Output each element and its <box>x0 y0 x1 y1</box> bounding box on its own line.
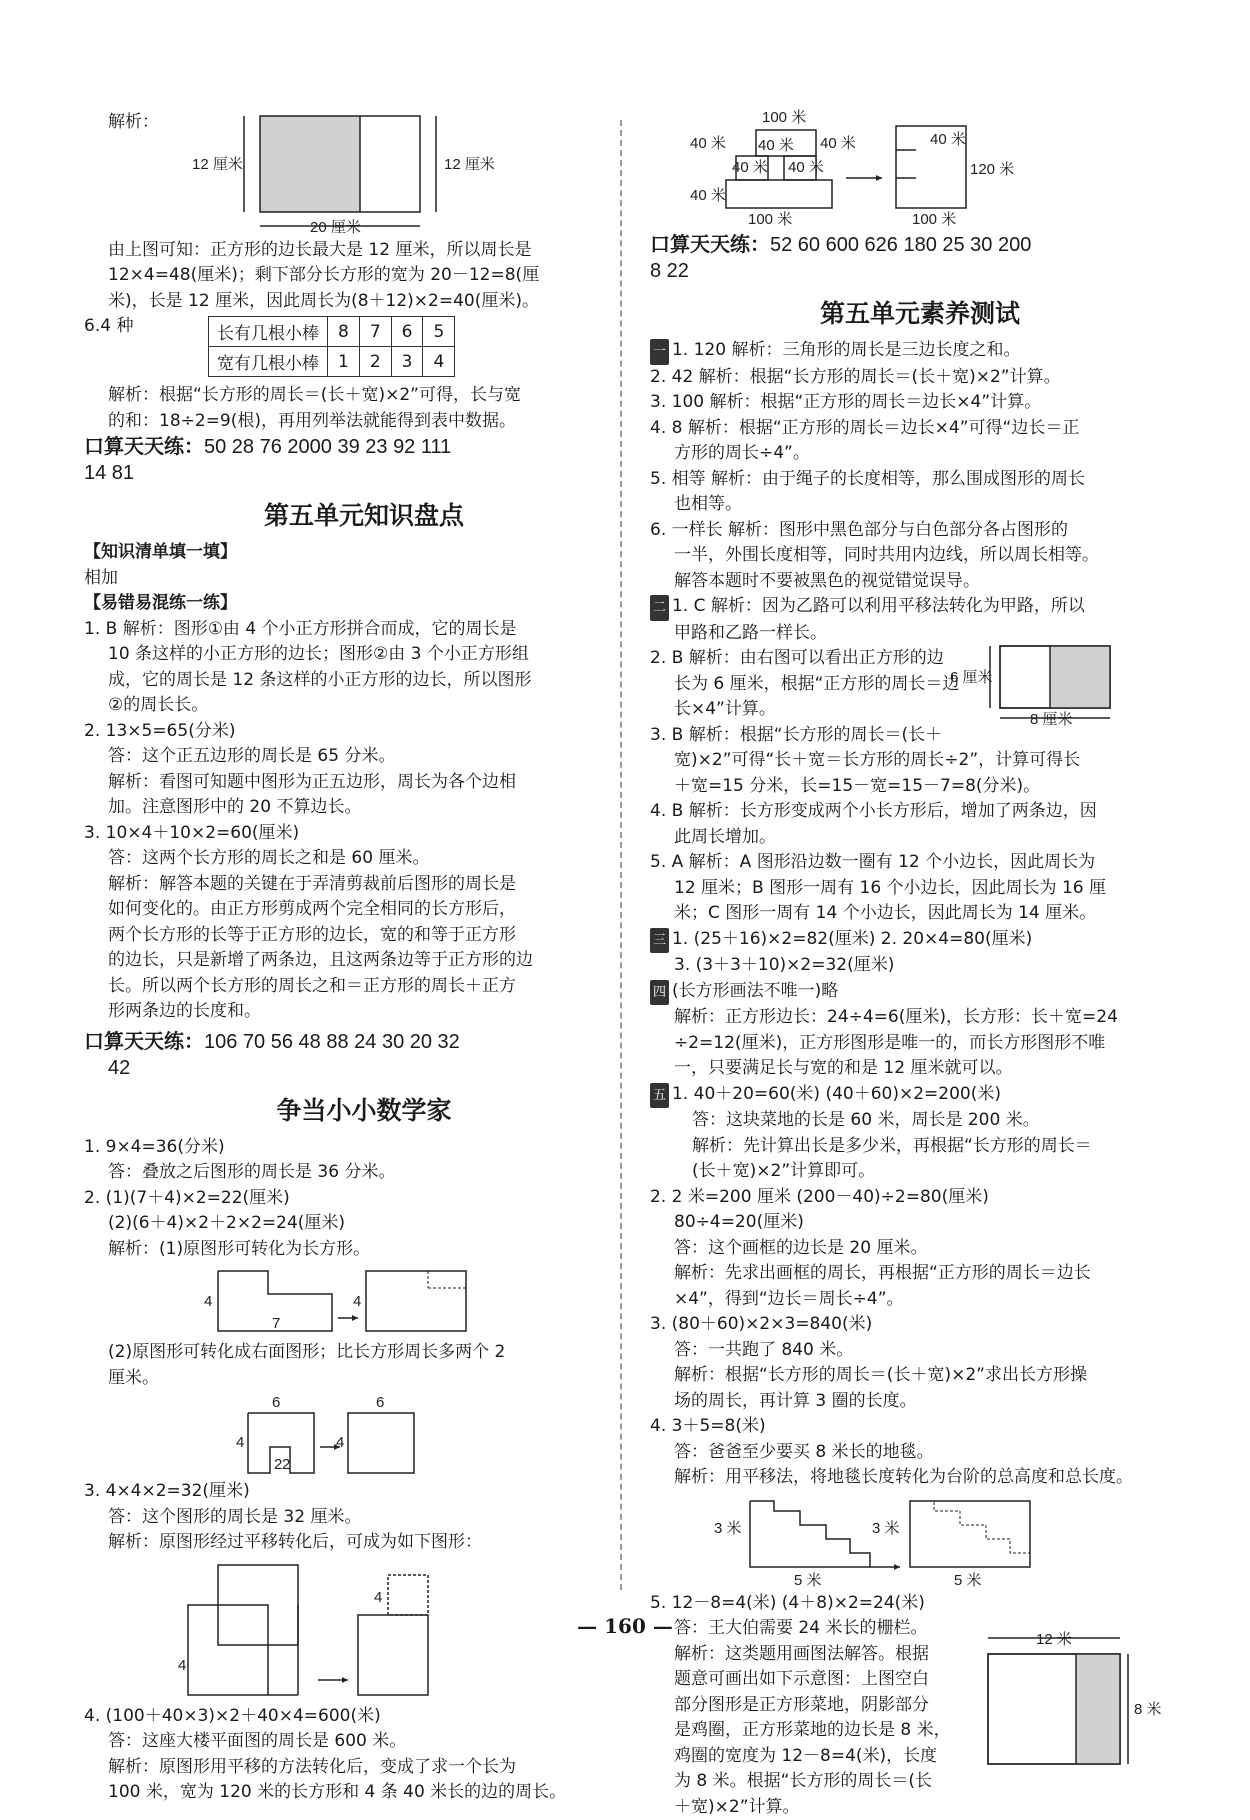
section-title-test: 第五单元素养测试 <box>650 294 1190 330</box>
dim-l4: 40 米 <box>732 159 768 176</box>
text-line: 解析：先计算出长是多少米，再根据“长方形的周长＝ <box>650 1134 1250 1160</box>
roman-badge: 二 <box>650 595 669 621</box>
oral-calc-label: 口算天天练： <box>650 234 770 256</box>
oral-calc-2 <box>84 1029 620 1055</box>
text-line: 3. 10×4＋10×2=60(厘米) <box>84 821 620 847</box>
dim-l6: 40 米 <box>690 187 726 204</box>
text-line: ＋宽)×2”计算。 <box>650 1795 1250 1820</box>
dim-c: 4 <box>353 1293 361 1310</box>
question-6: 6.4 种 <box>84 314 133 340</box>
text-line: 方形的周长÷4”。 <box>650 441 1250 467</box>
text-line: 三 1. (25＋16)×2=82(厘米) 2. 20×4=80(厘米) <box>650 927 1250 954</box>
oral-calc-2b: 42 <box>108 1055 620 1081</box>
text-line: 两个长方形的长等于正方形的边长，宽的和等于正方形 <box>108 923 620 949</box>
text-line: 答：这两个长方形的周长之和是 60 厘米。 <box>108 846 620 872</box>
q2-block <box>650 646 1250 723</box>
text-line: 加。注意图形中的 20 不算边长。 <box>108 795 620 821</box>
text-line: 米)，长是 12 厘米，因此周长为(8＋12)×2=40(厘米)。 <box>108 289 620 315</box>
dim-top: 100 米 <box>762 109 806 126</box>
roman-badge: 三 <box>650 928 669 954</box>
figure-garden <box>980 1628 1170 1778</box>
text-line: (长＋宽)×2”计算即可。 <box>650 1159 1250 1185</box>
text-line: 场的周长，再计算 3 圈的长度。 <box>650 1389 1250 1415</box>
text-line: 1. B 解析：图形①由 4 个小正方形拼合而成，它的周长是 <box>84 617 620 643</box>
text-line: 一，只要满足长与宽的和是 12 厘米就可以。 <box>650 1056 1250 1082</box>
text-line: 4. B 解析：长方形变成两个小长方形后，增加了两条边，因 <box>650 799 1250 825</box>
text-line: 如何变化的。由正方形剪成两个完全相同的长方形后， <box>108 897 620 923</box>
text-line: 的边长，只是新增了两条边，且这两条边等于正方形的边 <box>108 948 620 974</box>
text-line: 一 1. 120 解析：三角形的周长是三边长度之和。 <box>650 338 1250 365</box>
figure-rect-8x6 <box>950 642 1120 726</box>
text-line: 5. A 解析：A 图形沿边数一圈有 12 个小边长，因此周长为 <box>650 850 1250 876</box>
dim-top-2: 6 <box>376 1395 384 1411</box>
text-line: 1. 9×4=36(分米) <box>84 1135 620 1161</box>
dim-bottom: 100 米 <box>748 211 792 228</box>
analysis-label: 解析： <box>108 110 620 136</box>
text-line: 3. (80＋60)×2×3=840(米) <box>650 1312 1250 1338</box>
dim-b: 7 <box>272 1315 280 1332</box>
text-line: 长。所以两个长方形的周长之和＝正方形的周长＋正方 <box>108 974 620 1000</box>
dim-a: 4 <box>178 1657 186 1674</box>
text-line: 4. 3＋5=8(米) <box>650 1414 1250 1440</box>
text-line: 2. B 解析：由右图可以看出正方形的边 <box>650 646 1250 672</box>
text-line: 答：这个正五边形的周长是 65 分米。 <box>108 744 620 770</box>
text-line: 2. 2 米=200 厘米 (200－40)÷2=80(厘米) <box>650 1185 1250 1211</box>
sticks-table <box>208 316 455 377</box>
text-line: 解析：解答本题的关键在于弄清剪裁前后图形的周长是 <box>108 872 620 898</box>
text-line: 米；C 图形一周有 14 个小边长，因此周长为 14 厘米。 <box>650 901 1250 927</box>
dim-left: 12 厘米 <box>192 156 243 173</box>
oral-calc-3 <box>650 232 1250 258</box>
table-cell: 7 <box>359 317 391 347</box>
text-line: 四 (长方形画法不唯一)略 <box>650 979 1250 1006</box>
roman-badge: 四 <box>650 980 669 1006</box>
dim-w1: 5 米 <box>794 1572 822 1587</box>
text-line: 2. 13×5=65(分米) <box>84 719 620 745</box>
dim-h: 8 米 <box>1134 1701 1162 1718</box>
text-line: 题意可画出如下示意图：上图空白 <box>650 1667 1250 1693</box>
dim-notch-a: 2 <box>274 1456 282 1473</box>
roman-badge: 一 <box>650 339 669 365</box>
text-line: 解析：(1)原图形可转化为长方形。 <box>108 1237 620 1263</box>
text-line: 解析：原图形经过平移转化后，可成为如下图形： <box>108 1530 620 1556</box>
dim-bottom: 20 厘米 <box>310 219 361 234</box>
text-line: 答：一共跑了 840 米。 <box>650 1338 1250 1364</box>
text-line: 6. 一样长 解析：图形中黑色部分与白色部分各占图形的 <box>650 518 1250 544</box>
text-line: 答：这块菜地的长是 60 米，周长是 200 米。 <box>650 1108 1250 1134</box>
q5-block <box>650 1642 1250 1820</box>
text-line: 答：这个画框的边长是 20 厘米。 <box>650 1236 1250 1262</box>
figure-square-rect <box>188 114 608 234</box>
text-line: 3. 4×4×2=32(厘米) <box>84 1479 620 1505</box>
text-line: 宽)×2”可得“长＋宽＝长方形的周长÷2”，计算可得长 <box>650 748 1250 774</box>
oral-calc-1b: 14 81 <box>84 460 620 486</box>
text-line: (2)原图形可转化成右面图形；比长方形周长多两个 2 <box>108 1340 620 1366</box>
text-line: 成，它的周长是 12 条这样的小正方形的边长，所以图形 <box>108 668 620 694</box>
text-line: 为 8 米。根据“长方形的周长＝(长 <box>650 1769 1250 1795</box>
oral-calc-3b: 8 22 <box>650 258 1250 284</box>
text-line: 2. (1)(7＋4)×2=22(厘米) <box>84 1186 620 1212</box>
text-line: 解析：原图形用平移的方法转化后，变成了求一个长为 <box>108 1755 620 1781</box>
text-line: 100 米，宽为 120 米的长方形和 4 条 40 米长的边的周长。 <box>108 1780 620 1806</box>
oral-calc-values: 106 70 56 48 88 24 30 20 32 <box>204 1031 460 1053</box>
dim-l5: 40 米 <box>788 159 824 176</box>
dim-a: 4 <box>204 1293 212 1310</box>
text-line: 3. 100 解析：根据“正方形的周长＝边长×4”计算。 <box>650 390 1250 416</box>
text-line: ②的周长长。 <box>108 693 620 719</box>
text-line: 甲路和乙路一样长。 <box>650 621 1250 647</box>
table-header: 长有几根小棒 <box>209 317 328 347</box>
table-header: 宽有几根小棒 <box>209 347 328 377</box>
roman-badge: 五 <box>650 1083 669 1109</box>
dim-r1: 40 米 <box>930 131 966 148</box>
text-line: 是鸡圈，正方形菜地的边长是 8 米， <box>650 1718 1250 1744</box>
text-line: 答：王大伯需要 24 米长的栅栏。 <box>650 1616 1250 1642</box>
oral-calc-1 <box>84 434 620 460</box>
text-line: 4. (100＋40×3)×2＋40×4=600(米) <box>84 1704 620 1730</box>
text-line: 解析：根据“长方形的周长＝(长＋宽)×2”可得，长与宽 <box>108 383 620 409</box>
figure-notch-shape <box>218 1395 618 1475</box>
dim-side: 4 <box>236 1434 244 1451</box>
dim-b: 4 <box>374 1589 382 1606</box>
text-line: 12×4=48(厘米)；剩下部分长方形的宽为 20－12=8(厘 <box>108 263 620 289</box>
text-line: 4. 8 解析：根据“正方形的周长＝边长×4”可得“边长＝正 <box>650 416 1250 442</box>
figure-building-plan <box>686 108 1066 228</box>
text-line: 5. 相等 解析：由于绳子的长度相等，那么围成图形的周长 <box>650 467 1250 493</box>
right-column <box>650 104 1250 1820</box>
table-cell: 2 <box>359 347 391 377</box>
text-line: 10 条这样的小正方形的边长；图形②由 3 个小正方形组 <box>108 642 620 668</box>
dim-right: 12 厘米 <box>444 156 495 173</box>
text-line: 解析：先求出画框的周长，再根据“正方形的周长＝边长 <box>650 1261 1250 1287</box>
section-title-knowledge: 第五单元知识盘点 <box>108 496 620 532</box>
dim-notch-b: 2 <box>282 1456 290 1473</box>
dim-h: 6 厘米 <box>950 669 993 686</box>
text-line: 答：叠放之后图形的周长是 36 分米。 <box>108 1160 620 1186</box>
text-line: 长为 6 厘米，根据“正方形的周长＝边 <box>650 672 1250 698</box>
text-line: 解析：正方形边长：24÷4=6(厘米)，长方形：长＋宽=24 <box>650 1005 1250 1031</box>
text-line: 答：这个图形的周长是 32 厘米。 <box>108 1505 620 1531</box>
subheading: 【易错易混练一练】 <box>84 591 620 617</box>
dim-side-2: 4 <box>336 1434 344 1451</box>
dim-top: 6 <box>272 1395 280 1411</box>
text-line: 2. 42 解析：根据“长方形的周长＝(长＋宽)×2”计算。 <box>650 365 1250 391</box>
shaded-square <box>260 116 360 212</box>
text-line: 厘米。 <box>108 1366 620 1392</box>
table-cell: 1 <box>328 347 360 377</box>
text-line: 此周长增加。 <box>650 825 1250 851</box>
oral-calc-label: 口算天天练： <box>84 1031 204 1053</box>
text-line: 形两条边的长度和。 <box>108 999 620 1025</box>
dim-r2: 120 米 <box>970 161 1014 178</box>
dim-w: 8 厘米 <box>1030 711 1073 726</box>
text-line: 12 厘米；B 图形一周有 16 个小边长，因此周长为 16 厘 <box>650 876 1250 902</box>
text-line: 由上图可知：正方形的边长最大是 12 厘米，所以周长是 <box>108 238 620 264</box>
text-line: ÷2=12(厘米)，正方形图形是唯一的，而长方形图形不唯 <box>650 1031 1250 1057</box>
page-number: — 160 — <box>0 1614 1250 1638</box>
text-line: 解析：用平移法，将地毯长度转化为台阶的总高度和总长度。 <box>650 1465 1250 1491</box>
text-line: (2)(6＋4)×2＋2×2=24(厘米) <box>108 1211 620 1237</box>
table-cell: 6 <box>391 317 423 347</box>
dim-h2: 3 米 <box>872 1520 900 1537</box>
table-cell: 8 <box>328 317 360 347</box>
dim-l3: 40 米 <box>820 135 856 152</box>
dim-rbottom: 100 米 <box>912 211 956 228</box>
text-line: 长×4”计算。 <box>650 697 1250 723</box>
dim-l2: 40 米 <box>758 137 794 154</box>
text-line: 二 1. C 解析：因为乙路可以利用平移法转化为甲路，所以 <box>650 594 1250 621</box>
text-line: 3. (3＋3＋10)×2=32(厘米) <box>650 953 1250 979</box>
text-line: 部分图形是正方形菜地，阴影部分 <box>650 1693 1250 1719</box>
oral-calc-values: 50 28 76 2000 39 23 92 111 <box>204 436 451 458</box>
section-title-mathematician: 争当小小数学家 <box>108 1091 620 1127</box>
text-line: 解析：看图可知题中图形为正五边形，周长为各个边相 <box>108 770 620 796</box>
text-line: 解析：这类题用画图法解答。根据 <box>650 1642 1250 1668</box>
text-line: 3. B 解析：根据“长方形的周长＝(长＋ <box>650 723 1250 749</box>
figure-stairs <box>710 1495 1150 1587</box>
text-line: 答：爸爸至少要买 8 米长的地毯。 <box>650 1440 1250 1466</box>
text-line: 的和：18÷2=9(根)，再用列举法就能得到表中数据。 <box>108 409 620 435</box>
text-line: 答：这座大楼平面图的周长是 600 米。 <box>108 1729 620 1755</box>
figure-step-to-rect <box>198 1266 598 1336</box>
table-cell: 3 <box>391 347 423 377</box>
dim-l1: 40 米 <box>690 135 726 152</box>
text-line: 解析：根据“长方形的周长＝(长＋宽)×2”求出长方形操 <box>650 1363 1250 1389</box>
text-line: 五 1. 40＋20=60(米) (40＋60)×2=200(米) <box>650 1082 1250 1109</box>
text-line: 也相等。 <box>650 492 1250 518</box>
oral-calc-values: 52 60 600 626 180 25 30 200 <box>770 234 1031 256</box>
text-line: 解答本题时不要被黑色的视觉错觉误导。 <box>650 569 1250 595</box>
text-line: 一半，外围长度相等，同时共用内边线，所以周长相等。 <box>650 543 1250 569</box>
table-cell: 4 <box>423 347 455 377</box>
left-column <box>108 110 620 1806</box>
table-cell: 5 <box>423 317 455 347</box>
subheading: 【知识清单填一填】 <box>84 540 620 566</box>
text-line: 5. 12－8=4(米) (4＋8)×2=24(米) <box>650 1591 1250 1617</box>
dim-w2: 5 米 <box>954 1572 982 1587</box>
text-line: ＋宽=15 分米，长=15－宽=15－7=8(分米)。 <box>650 774 1250 800</box>
column-divider <box>620 120 622 1590</box>
dim-h1: 3 米 <box>714 1520 742 1537</box>
text-line: ×4”，得到“边长＝周长÷4”。 <box>650 1287 1250 1313</box>
oral-calc-label: 口算天天练： <box>84 436 204 458</box>
text-line: 鸡圈的宽度为 12－8=4(米)，长度 <box>650 1744 1250 1770</box>
text-line: 相加 <box>84 566 620 592</box>
text-line: 80÷4=20(厘米) <box>650 1210 1250 1236</box>
dim-w: 12 米 <box>1036 1631 1072 1648</box>
